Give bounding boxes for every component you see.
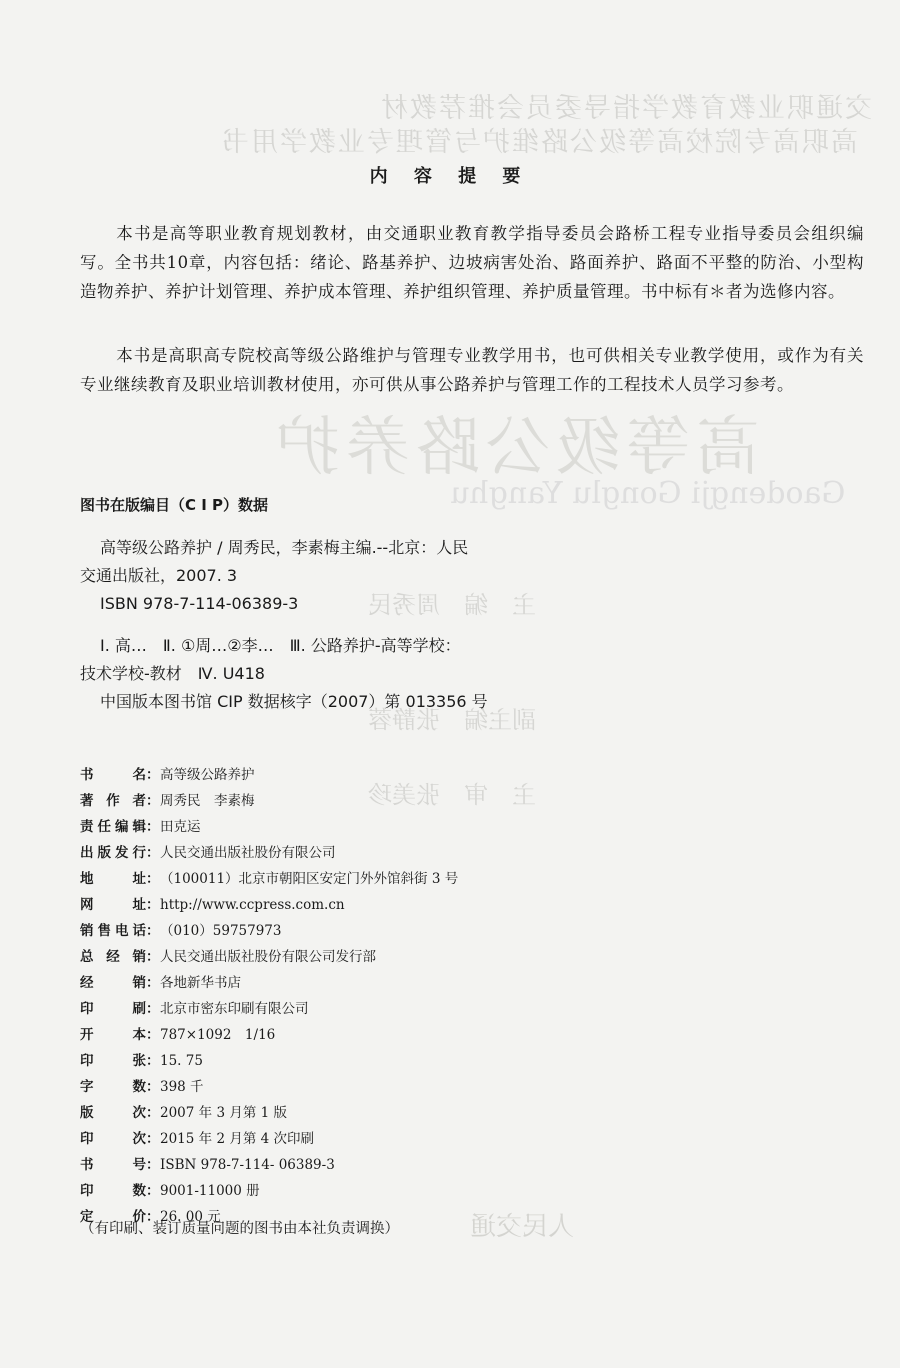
show-through-text: 副主编 张静蓉 xyxy=(368,706,536,734)
info-value: 北京市密东印刷有限公司 xyxy=(160,1001,309,1017)
info-label: 著作者 xyxy=(80,793,146,809)
info-label: 销售电话 xyxy=(80,923,146,939)
info-row xyxy=(80,1178,458,1204)
info-label: 印数 xyxy=(80,1183,146,1199)
info-label: 字数 xyxy=(80,1079,146,1095)
info-label: 书号 xyxy=(80,1157,146,1173)
info-row xyxy=(80,788,458,814)
info-label: 定价 xyxy=(80,1209,146,1225)
info-colon: ： xyxy=(146,767,160,783)
info-row xyxy=(80,840,458,866)
cip-line: ISBN 978-7-114-06389-3 xyxy=(100,594,299,613)
info-colon: ： xyxy=(146,1105,160,1121)
info-value: 高等级公路养护 xyxy=(160,767,255,783)
cip-line: 技术学校-教材 Ⅳ. U418 xyxy=(80,664,265,683)
publication-info xyxy=(80,762,458,1230)
info-label: 总经销 xyxy=(80,949,146,965)
info-value: 田克运 xyxy=(160,819,201,835)
info-label: 印次 xyxy=(80,1131,146,1147)
info-colon: ： xyxy=(146,897,160,913)
info-label: 开本 xyxy=(80,1027,146,1043)
info-value: 人民交通出版社股份有限公司发行部 xyxy=(160,949,376,965)
show-through-title: 高等级公路养护 xyxy=(270,411,760,485)
info-row xyxy=(80,1048,458,1074)
info-colon: ： xyxy=(146,1131,160,1147)
info-row xyxy=(80,866,458,892)
info-label: 出版发行 xyxy=(80,845,146,861)
show-through-pinyin: Gaodengji Gonglu Yanghu xyxy=(450,476,846,511)
info-row xyxy=(80,944,458,970)
info-value: 各地新华书店 xyxy=(160,975,241,991)
info-value: 周秀民 李素梅 xyxy=(160,793,255,809)
cip-heading: 图书在版编目（C I P）数据 xyxy=(80,496,269,514)
cip-line: 高等级公路养护 / 周秀民，李素梅主编.--北京：人民 xyxy=(100,538,469,557)
info-label: 版次 xyxy=(80,1105,146,1121)
show-through-text: 主 审 张美珍 xyxy=(368,781,536,809)
show-through-text: 高职高专院校高等级公路维护与管理专业教学用书 xyxy=(220,127,858,158)
cip-line: Ⅰ. 高… Ⅱ. ①周…②李… Ⅲ. 公路养护-高等学校： xyxy=(100,636,461,655)
info-label: 印刷 xyxy=(80,1001,146,1017)
info-row xyxy=(80,762,458,788)
cip-block xyxy=(80,534,620,716)
info-value: （010）59757973 xyxy=(160,923,282,939)
info-colon: ： xyxy=(146,1001,160,1017)
info-row xyxy=(80,1152,458,1178)
info-label: 网址 xyxy=(80,897,146,913)
info-value: 2007 年 3 月第 1 版 xyxy=(160,1105,287,1121)
info-colon: ： xyxy=(146,871,160,887)
info-value: （100011）北京市朝阳区安定门外外馆斜街 3 号 xyxy=(160,871,459,887)
abstract-paragraph-2 xyxy=(80,341,864,399)
info-row xyxy=(80,1074,458,1100)
info-colon: ： xyxy=(146,949,160,965)
abstract-text: 本书是高职高专院校高等级公路维护与管理专业教学用书，也可供相关专业教学使用，或作为有关专业继续教育及职业培训教材使用，亦可供从事公路养护与管理工作的工程技术人员学习参考。 xyxy=(80,346,864,394)
info-row xyxy=(80,996,458,1022)
show-through-text: 主 编 周秀民 xyxy=(368,591,536,619)
info-row xyxy=(80,1126,458,1152)
info-value: 398 千 xyxy=(160,1079,204,1095)
info-colon: ： xyxy=(146,1053,160,1069)
info-value: 26. 00 元 xyxy=(160,1209,221,1225)
info-value: 2015 年 2 月第 4 次印刷 xyxy=(160,1131,314,1147)
info-colon: ： xyxy=(146,923,160,939)
info-colon: ： xyxy=(146,1079,160,1095)
abstract-title: 内 容 提 要 xyxy=(369,166,531,187)
info-row xyxy=(80,1100,458,1126)
info-colon: ： xyxy=(146,819,160,835)
info-row xyxy=(80,1022,458,1048)
footnote: （有印刷、装订质量问题的图书由本社负责调换） xyxy=(80,1221,399,1237)
info-colon: ： xyxy=(146,793,160,809)
info-colon: ： xyxy=(146,1157,160,1173)
cip-line: 交通出版社，2007. 3 xyxy=(80,566,238,585)
info-value: 787×1092 1/16 xyxy=(160,1027,276,1043)
show-through-logo: 人民交通 xyxy=(470,1212,575,1242)
info-value: ISBN 978-7-114- 06389-3 xyxy=(160,1157,335,1173)
cip-line: 中国版本图书馆 CIP 数据核字（2007）第 013356 号 xyxy=(100,692,488,711)
info-label: 责任编辑 xyxy=(80,819,146,835)
info-label: 经销 xyxy=(80,975,146,991)
abstract-text: 本书是高等职业教育规划教材，由交通职业教育教学指导委员会路桥工程专业指导委员会组织编写。全书共10章，内容包括：绪论、路基养护、边坡病害处治、路面养护、路面不平整的防治、小型构造物养护、养护计划管理、养护成本管理、养护组织管理、养护质量管理。书中标有＊者为选修内容。 xyxy=(80,224,864,301)
info-colon: ： xyxy=(146,1183,160,1199)
info-colon: ： xyxy=(146,1209,160,1225)
info-row xyxy=(80,970,458,996)
info-label: 书名 xyxy=(80,767,146,783)
info-value: http://www.ccpress.com.cn xyxy=(160,897,345,913)
info-row xyxy=(80,918,458,944)
abstract-paragraph-1 xyxy=(80,219,864,306)
show-through-text: 交通职业教育教学指导委员会推荐教材 xyxy=(379,93,872,124)
info-row xyxy=(80,892,458,918)
info-value: 人民交通出版社股份有限公司 xyxy=(160,845,336,861)
info-colon: ： xyxy=(146,845,160,861)
info-colon: ： xyxy=(146,1027,160,1043)
info-row xyxy=(80,814,458,840)
info-colon: ： xyxy=(146,975,160,991)
info-label: 印张 xyxy=(80,1053,146,1069)
info-label: 地址 xyxy=(80,871,146,887)
info-value: 9001-11000 册 xyxy=(160,1183,260,1199)
info-value: 15. 75 xyxy=(160,1053,203,1069)
